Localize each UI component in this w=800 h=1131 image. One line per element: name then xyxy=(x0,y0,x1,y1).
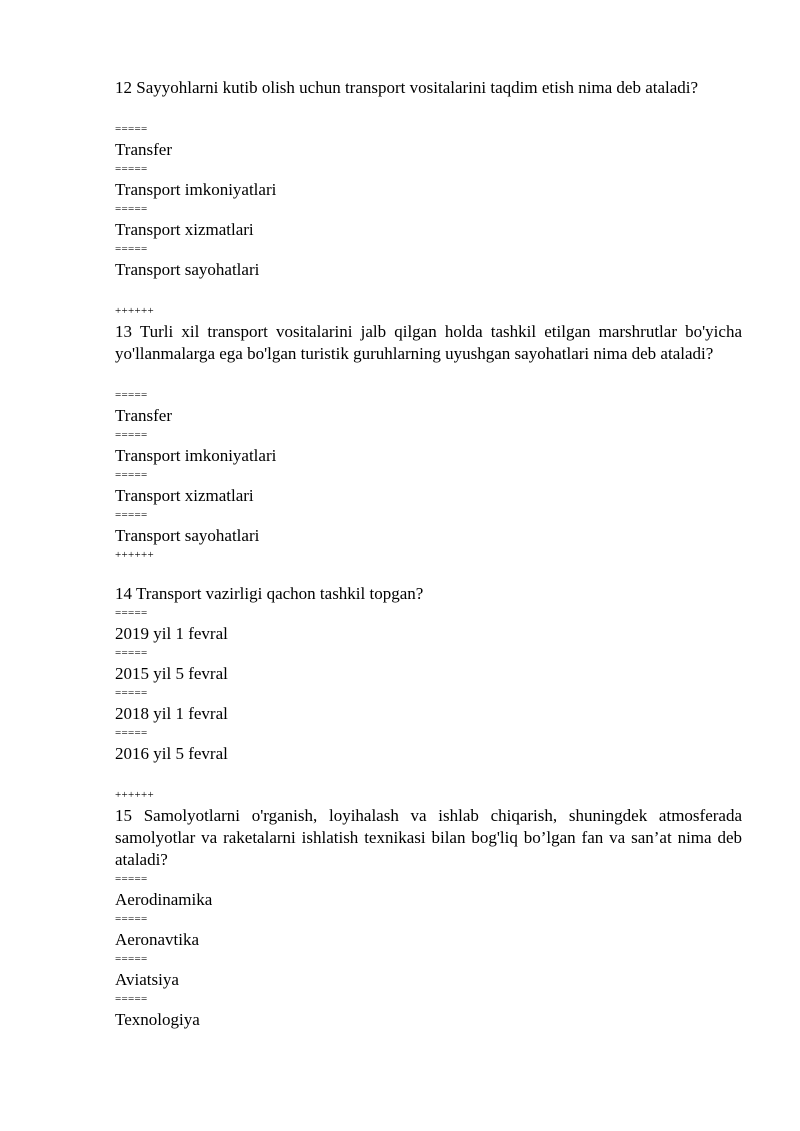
question-15-option-2: Aeronavtika xyxy=(115,930,200,949)
question-13-option-2: Transport imkoniyatlari xyxy=(115,446,277,465)
question-12-option-4: Transport sayohatlari xyxy=(115,260,260,279)
question-12-option-2: Transport imkoniyatlari xyxy=(115,180,277,199)
question-15-option-4: Texnologiya xyxy=(115,1010,200,1029)
question-14-option-4: 2016 yil 5 fevral xyxy=(115,744,228,763)
question-14-option-2: 2015 yil 5 fevral xyxy=(115,664,228,683)
block-end-marker: ++++++ xyxy=(115,549,155,561)
question-15-option-3: Aviatsiya xyxy=(115,970,179,989)
option-separator: ===== xyxy=(115,203,148,215)
question-13: 13 Turli xil transport vositalarini jalb qilgan holda tashkil etilgan marshrutlar bo'yicha yo'llanmalarga ega bo'lgan turistik guruhlarning uyushgan sayohatlari nima deb ataladi? xyxy=(115,322,742,363)
option-separator: ===== xyxy=(115,163,148,175)
option-separator: ===== xyxy=(115,123,148,135)
option-separator: ===== xyxy=(115,509,148,521)
question-15-option-1: Aerodinamika xyxy=(115,890,213,909)
question-14: 14 Transport vazirligi qachon tashkil topgan? xyxy=(115,584,424,603)
question-13-option-3: Transport xizmatlari xyxy=(115,486,254,505)
option-separator: ===== xyxy=(115,687,148,699)
question-12-option-1: Transfer xyxy=(115,140,172,159)
question-14-option-3: 2018 yil 1 fevral xyxy=(115,704,228,723)
option-separator: ===== xyxy=(115,607,148,619)
option-separator: ===== xyxy=(115,429,148,441)
block-end-marker: ++++++ xyxy=(115,789,155,801)
option-separator: ===== xyxy=(115,953,148,965)
option-separator: ===== xyxy=(115,389,148,401)
option-separator: ===== xyxy=(115,243,148,255)
block-end-marker: ++++++ xyxy=(115,305,155,317)
option-separator: ===== xyxy=(115,647,148,659)
question-15: 15 Samolyotlarni o'rganish, loyihalash va ishlab chiqarish, shuningdek atmosferada samolyotlar va raketalarni ishlatish texnikasi bilan bog'liq bo’lgan fan va san’at nima deb ataladi? xyxy=(115,806,742,869)
question-13-option-4: Transport sayohatlari xyxy=(115,526,260,545)
option-separator: ===== xyxy=(115,913,148,925)
option-separator: ===== xyxy=(115,873,148,885)
question-12: 12 Sayyohlarni kutib olish uchun transport vositalarini taqdim etish nima deb ataladi? xyxy=(115,78,699,97)
question-13-option-1: Transfer xyxy=(115,406,172,425)
question-14-option-1: 2019 yil 1 fevral xyxy=(115,624,228,643)
option-separator: ===== xyxy=(115,727,148,739)
option-separator: ===== xyxy=(115,469,148,481)
option-separator: ===== xyxy=(115,993,148,1005)
question-12-option-3: Transport xizmatlari xyxy=(115,220,254,239)
